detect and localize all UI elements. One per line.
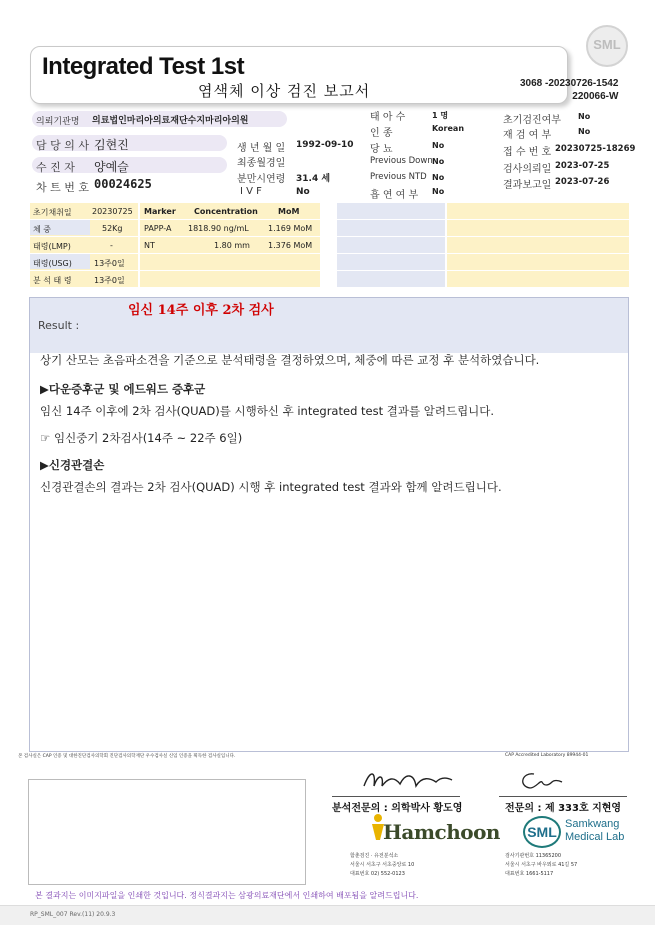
receipt-value: 20230725-18269 [555, 144, 636, 154]
examinee-value: 양예슬 [94, 160, 129, 174]
chart-label: 차 트 번 호 [36, 181, 89, 194]
hamchoon-info-2: 서울시 서초구 서초중앙로 10 [350, 862, 415, 868]
sml-name [565, 818, 624, 844]
result-note: 임신 14주 이후 2차 검사 [128, 303, 274, 318]
hamchoon-info-3: 대표번호 02) 552-0123 [350, 871, 405, 877]
marker-row-1-conc: 1.80 mm [214, 241, 250, 250]
institution-label: 의뢰기관명 [36, 117, 80, 127]
doctor-value: 김현진 [94, 138, 129, 152]
ga-usg-label: 태령(USG) [33, 259, 72, 268]
result-line-3: ☞ 임신중기 2차검사(14주 ~ 22주 6일) [40, 431, 243, 445]
collect-label: 초기채취일 [33, 208, 72, 217]
first-exam-value: No [578, 112, 591, 121]
hamchoon-logo: Hamchoon [383, 820, 500, 844]
first-exam-label: 초기검진여부 [503, 115, 561, 126]
hamchoon-info-1: 함춘검진 · 유전분석소 [350, 853, 399, 859]
concentration-header: Concentration [194, 207, 258, 216]
grid-line [30, 236, 629, 237]
report-number [520, 77, 618, 103]
chart-value: 00024625 [94, 177, 152, 191]
ga-usg-value: 13주0일 [94, 259, 125, 268]
diabetes-value: No [432, 141, 445, 150]
result-heading-ntd: ▶신경관결손 [40, 458, 105, 472]
dob-value: 1992-09-10 [296, 140, 354, 150]
sml-logo-icon: SML [593, 37, 621, 52]
request-date-value: 2023-07-25 [555, 161, 610, 171]
report-title: Integrated Test 1st [42, 53, 245, 80]
cap-number: CAP Accredited Laboratory 89944-01 [505, 753, 589, 758]
sml-info-3: 대표번호 1661-5117 [505, 871, 554, 877]
accreditation-note: 본 검사실은 CAP 인증 및 대한진단검사의학회 진단검사의학재단 우수검사실 신임 인증을 획득한 검사실입니다. [18, 754, 236, 759]
report-date-value: 2023-07-26 [555, 177, 610, 187]
blank-box [28, 779, 306, 885]
blank-block-1 [337, 203, 445, 287]
ga-analysis-value: 13주0일 [94, 276, 125, 285]
age-value: 31.4 세 [296, 174, 331, 184]
marker-row-1-mom: 1.376 MoM [268, 241, 313, 250]
report-subtitle: 염색체 이상 검진 보고서 [198, 82, 371, 100]
report-number-line2: 220066-W [572, 91, 619, 102]
fetus-label: 태 아 수 [370, 112, 406, 123]
ivf-value: No [296, 187, 310, 197]
specialist-line [499, 796, 627, 797]
sml-name-line2: Medical Lab [565, 831, 625, 843]
diabetes-label: 당 뇨 [370, 144, 393, 155]
examinee-label: 수 진 자 [36, 161, 75, 174]
grid-line [30, 219, 629, 220]
institution-value: 의료법인마리아의료재단수지마리아의원 [92, 116, 249, 126]
smoking-value: No [432, 187, 445, 196]
weight-label: 체 중 [33, 225, 51, 234]
result-line-1: 상기 산모는 초음파소견을 기준으로 분석태령을 결정하였으며, 체중에 따른 교정 후 분석하였습니다. [40, 353, 540, 367]
marker-row-1-name: NT [144, 241, 155, 250]
prev-down-label: Previous Down [370, 156, 433, 166]
mom-header: MoM [278, 207, 300, 216]
marker-row-0-mom: 1.169 MoM [268, 224, 313, 233]
revision-code: RP_SML_007 Rev.(11) 20.9.3 [30, 911, 116, 918]
sml-footer-logo-icon: SML [527, 824, 557, 840]
marker-header: Marker [144, 207, 176, 216]
specialist-name: 전문의 : 제 333호 지현영 [505, 803, 622, 814]
blank-block-2 [447, 203, 629, 287]
prev-ntd-value: No [432, 173, 445, 182]
doctor-label: 담 당 의 사 [36, 139, 89, 152]
result-line-2: 임신 14주 이후에 2차 검사(QUAD)를 시행하신 후 integrated test 결과를 알려드립니다. [40, 404, 495, 418]
ga-lmp-value: - [110, 241, 113, 250]
ga-analysis-label: 분 석 태 령 [33, 276, 72, 285]
result-heading-down: ▶다운증후군 및 에드워드 증후군 [40, 382, 206, 396]
retest-value: No [578, 127, 591, 136]
report-date-label: 결과보고일 [503, 180, 552, 191]
specialist-signature-icon [514, 768, 564, 792]
retest-label: 재 검 여 부 [503, 130, 552, 141]
age-label: 분만시연령 [237, 174, 286, 185]
print-notice: 본 결과지는 이미지파일을 인쇄한 것입니다. 정식결과지는 삼광의료재단에서 인쇄하여 배포됨을 알려드립니다. [35, 891, 419, 900]
prev-down-value: No [432, 157, 445, 166]
request-date-label: 검사의뢰일 [503, 164, 552, 175]
grid-line [30, 253, 629, 254]
sml-info-1: 검사기관번호 11365200 [505, 853, 562, 859]
sml-info-2: 서울시 서초구 바우뫼로 41길 57 [505, 862, 578, 868]
analyst-signature-icon [360, 764, 455, 794]
receipt-label: 접 수 번 호 [503, 147, 552, 158]
result-line-4: 신경관결손의 결과는 2차 검사(QUAD) 시행 후 integrated test 결과와 함께 알려드립니다. [40, 480, 502, 494]
grid-line [30, 270, 629, 271]
ivf-label: I V F [240, 186, 262, 197]
report-number-line1: 3068 -20230726-1542 [520, 78, 619, 89]
dob-label: 생 년 월 일 [237, 143, 286, 154]
sml-name-line1: Samkwang [565, 818, 620, 830]
smoking-label: 흡 연 여 부 [370, 190, 419, 201]
collect-value: 20230725 [92, 207, 133, 216]
marker-row-0-name: PAPP-A [144, 224, 172, 233]
weight-value: 52Kg [102, 224, 123, 233]
race-value: Korean [432, 124, 465, 133]
ga-lmp-label: 태령(LMP) [33, 242, 71, 251]
fetus-value: 1 명 [432, 111, 449, 120]
result-header [30, 298, 628, 353]
prev-ntd-label: Previous NTD [370, 172, 427, 182]
lmp-label: 최종월경일 [237, 158, 286, 169]
marker-row-0-conc: 1818.90 ng/mL [188, 224, 249, 233]
analyst-line [332, 796, 460, 797]
result-label: Result : [38, 319, 80, 332]
analyst-name: 분석전문의 : 의학박사 황도영 [332, 803, 463, 814]
race-label: 인 종 [370, 128, 393, 139]
